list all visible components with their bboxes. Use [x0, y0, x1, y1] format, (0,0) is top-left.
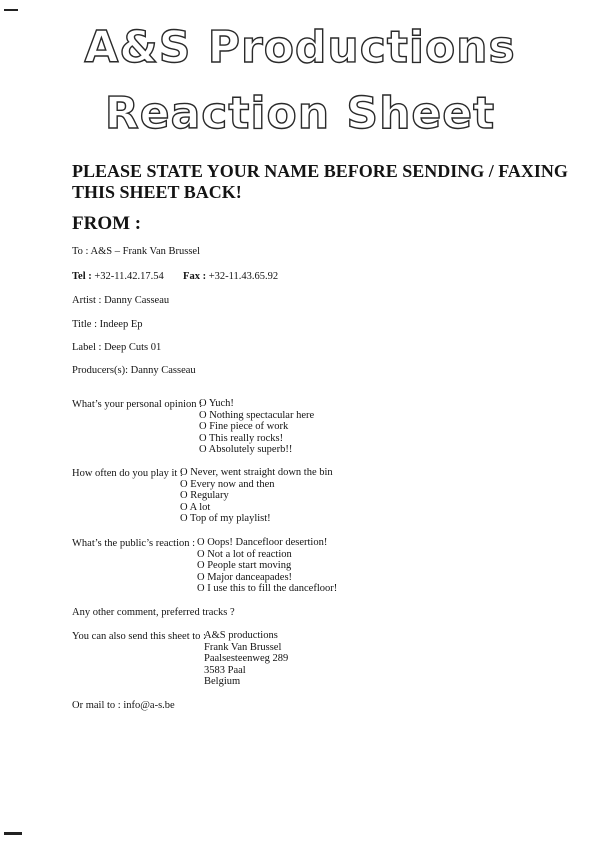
- scan-mark-bottom: [4, 832, 22, 835]
- question-play-prompt: How often do you play it :: [72, 468, 183, 479]
- play-option[interactable]: O Top of my playlist!: [180, 513, 271, 524]
- play-option[interactable]: O Never, went straight down the bin: [180, 467, 333, 478]
- question-play-options: [180, 467, 333, 525]
- to-line: To : A&S – Frank Van Brussel: [72, 246, 200, 257]
- opinion-option[interactable]: O Fine piece of work: [199, 421, 289, 432]
- send-address: [204, 630, 288, 688]
- label-line: Label : Deep Cuts 01: [72, 342, 162, 353]
- mail-line: Or mail to : info@a-s.be: [72, 700, 175, 711]
- title-line-2: Reaction Sheet: [104, 88, 496, 139]
- producers-line: Producers(s): Danny Casseau: [72, 365, 196, 376]
- address-line: Frank Van Brussel: [204, 641, 282, 653]
- public-option[interactable]: O Not a lot of reaction: [197, 548, 292, 560]
- address-line: Paalsesteenweg 289: [204, 653, 289, 664]
- instruction-line-1: PLEASE STATE YOUR NAME BEFORE SENDING / FAXING: [72, 161, 568, 181]
- play-option[interactable]: O A lot: [180, 501, 211, 513]
- send-prompt: You can also send this sheet to :: [72, 631, 206, 642]
- scan-mark-top: [4, 9, 18, 11]
- public-option[interactable]: O I use this to fill the dancefloor!: [197, 583, 338, 594]
- opinion-option[interactable]: O Yuch!: [199, 398, 234, 409]
- question-public-options: [197, 537, 337, 595]
- tel-label: Tel :: [72, 271, 92, 282]
- title-line-1: A&S Productions: [84, 22, 516, 73]
- opinion-option[interactable]: O Nothing spectacular here: [199, 409, 315, 421]
- question-opinion-prompt: What’s your personal opinion :: [72, 399, 203, 410]
- address-line: Belgium: [204, 676, 241, 687]
- artist-line: Artist : Danny Casseau: [72, 295, 170, 306]
- fax-label: Fax :: [183, 271, 207, 282]
- play-option[interactable]: O Every now and then: [180, 478, 275, 490]
- opinion-option[interactable]: O Absolutely superb!!: [199, 444, 293, 455]
- question-opinion-options: [199, 398, 314, 456]
- public-option[interactable]: O Major danceapades!: [197, 571, 293, 583]
- tel-value: +32-11.42.17.54: [94, 271, 164, 282]
- instruction-line-2: THIS SHEET BACK!: [72, 182, 242, 202]
- tel-fax-line: [72, 270, 278, 283]
- address-line: A&S productions: [204, 630, 278, 641]
- comment-prompt: Any other comment, preferred tracks ?: [72, 607, 235, 618]
- from-label: FROM :: [72, 213, 142, 234]
- question-public-prompt: What’s the public’s reaction :: [72, 538, 196, 549]
- play-option[interactable]: O Regulary: [180, 490, 229, 501]
- public-option[interactable]: O People start moving: [197, 560, 292, 571]
- address-line: 3583 Paal: [204, 664, 246, 676]
- fax-value: +32-11.43.65.92: [208, 271, 279, 282]
- title-line: Title : Indeep Ep: [72, 319, 143, 330]
- public-option[interactable]: O Oops! Dancefloor desertion!: [197, 537, 328, 548]
- opinion-option[interactable]: O This really rocks!: [199, 432, 284, 444]
